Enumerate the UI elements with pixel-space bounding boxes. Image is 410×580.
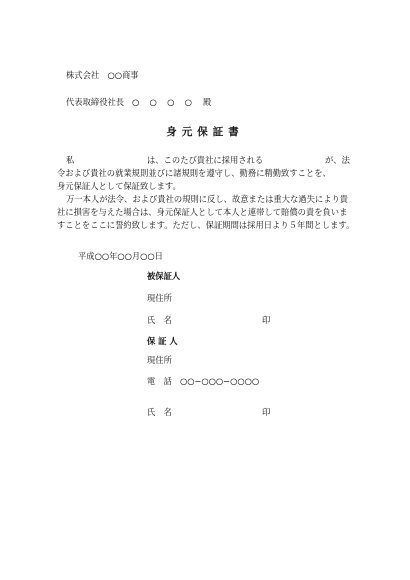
guaranteed-person-address-label: 現住所 <box>147 293 172 303</box>
guarantor-heading: 保 証 人 <box>147 336 178 346</box>
company-name: 株式会社 ○○商事 <box>66 70 139 80</box>
para1-line3: 身元保証人として保証致します。 <box>57 181 181 191</box>
president-name: ○ ○ ○ ○ <box>132 97 193 107</box>
para2-line1: 万一本人が法令、および貴社の規則に反し、故意または重大な過失により貴 <box>66 194 349 204</box>
document-date: 平成○○年○○月○○日 <box>78 251 163 261</box>
guarantor-seal: 印 <box>262 407 271 417</box>
para2-line2: 社に損害を与えた場合は、身元保証人として本人と連帯して賠償の責を負いま <box>57 207 348 217</box>
president-label: 代表取締役社長 <box>66 97 125 107</box>
para1-line2: 令および貴社の就業規則並びに諸規則を遵守し、勤務に精勤致すことを、 <box>57 168 331 178</box>
para1-line1-start: 私 <box>66 155 75 165</box>
document-title: 身元保証書 <box>166 126 244 138</box>
honorific: 殿 <box>203 97 212 107</box>
para1-line1-mid: は、このたび貴社に採用される <box>147 155 264 165</box>
para1-line1-end: が、法 <box>325 155 350 165</box>
para2-line3: すことをここに誓約致します。ただし、保証期間は採用日より５年間とします。 <box>57 220 355 230</box>
guarantor-address-label: 現住所 <box>147 355 172 365</box>
guaranteed-person-seal: 印 <box>262 315 271 325</box>
guarantor-name-label: 氏 名 <box>147 407 172 417</box>
guarantor-phone-label: 電 話 <box>147 376 172 386</box>
guarantor-phone-value: ○○−○○○−○○○○ <box>180 376 260 386</box>
guaranteed-person-heading: 被保証人 <box>147 271 181 281</box>
guaranteed-person-name-label: 氏 名 <box>147 315 172 325</box>
